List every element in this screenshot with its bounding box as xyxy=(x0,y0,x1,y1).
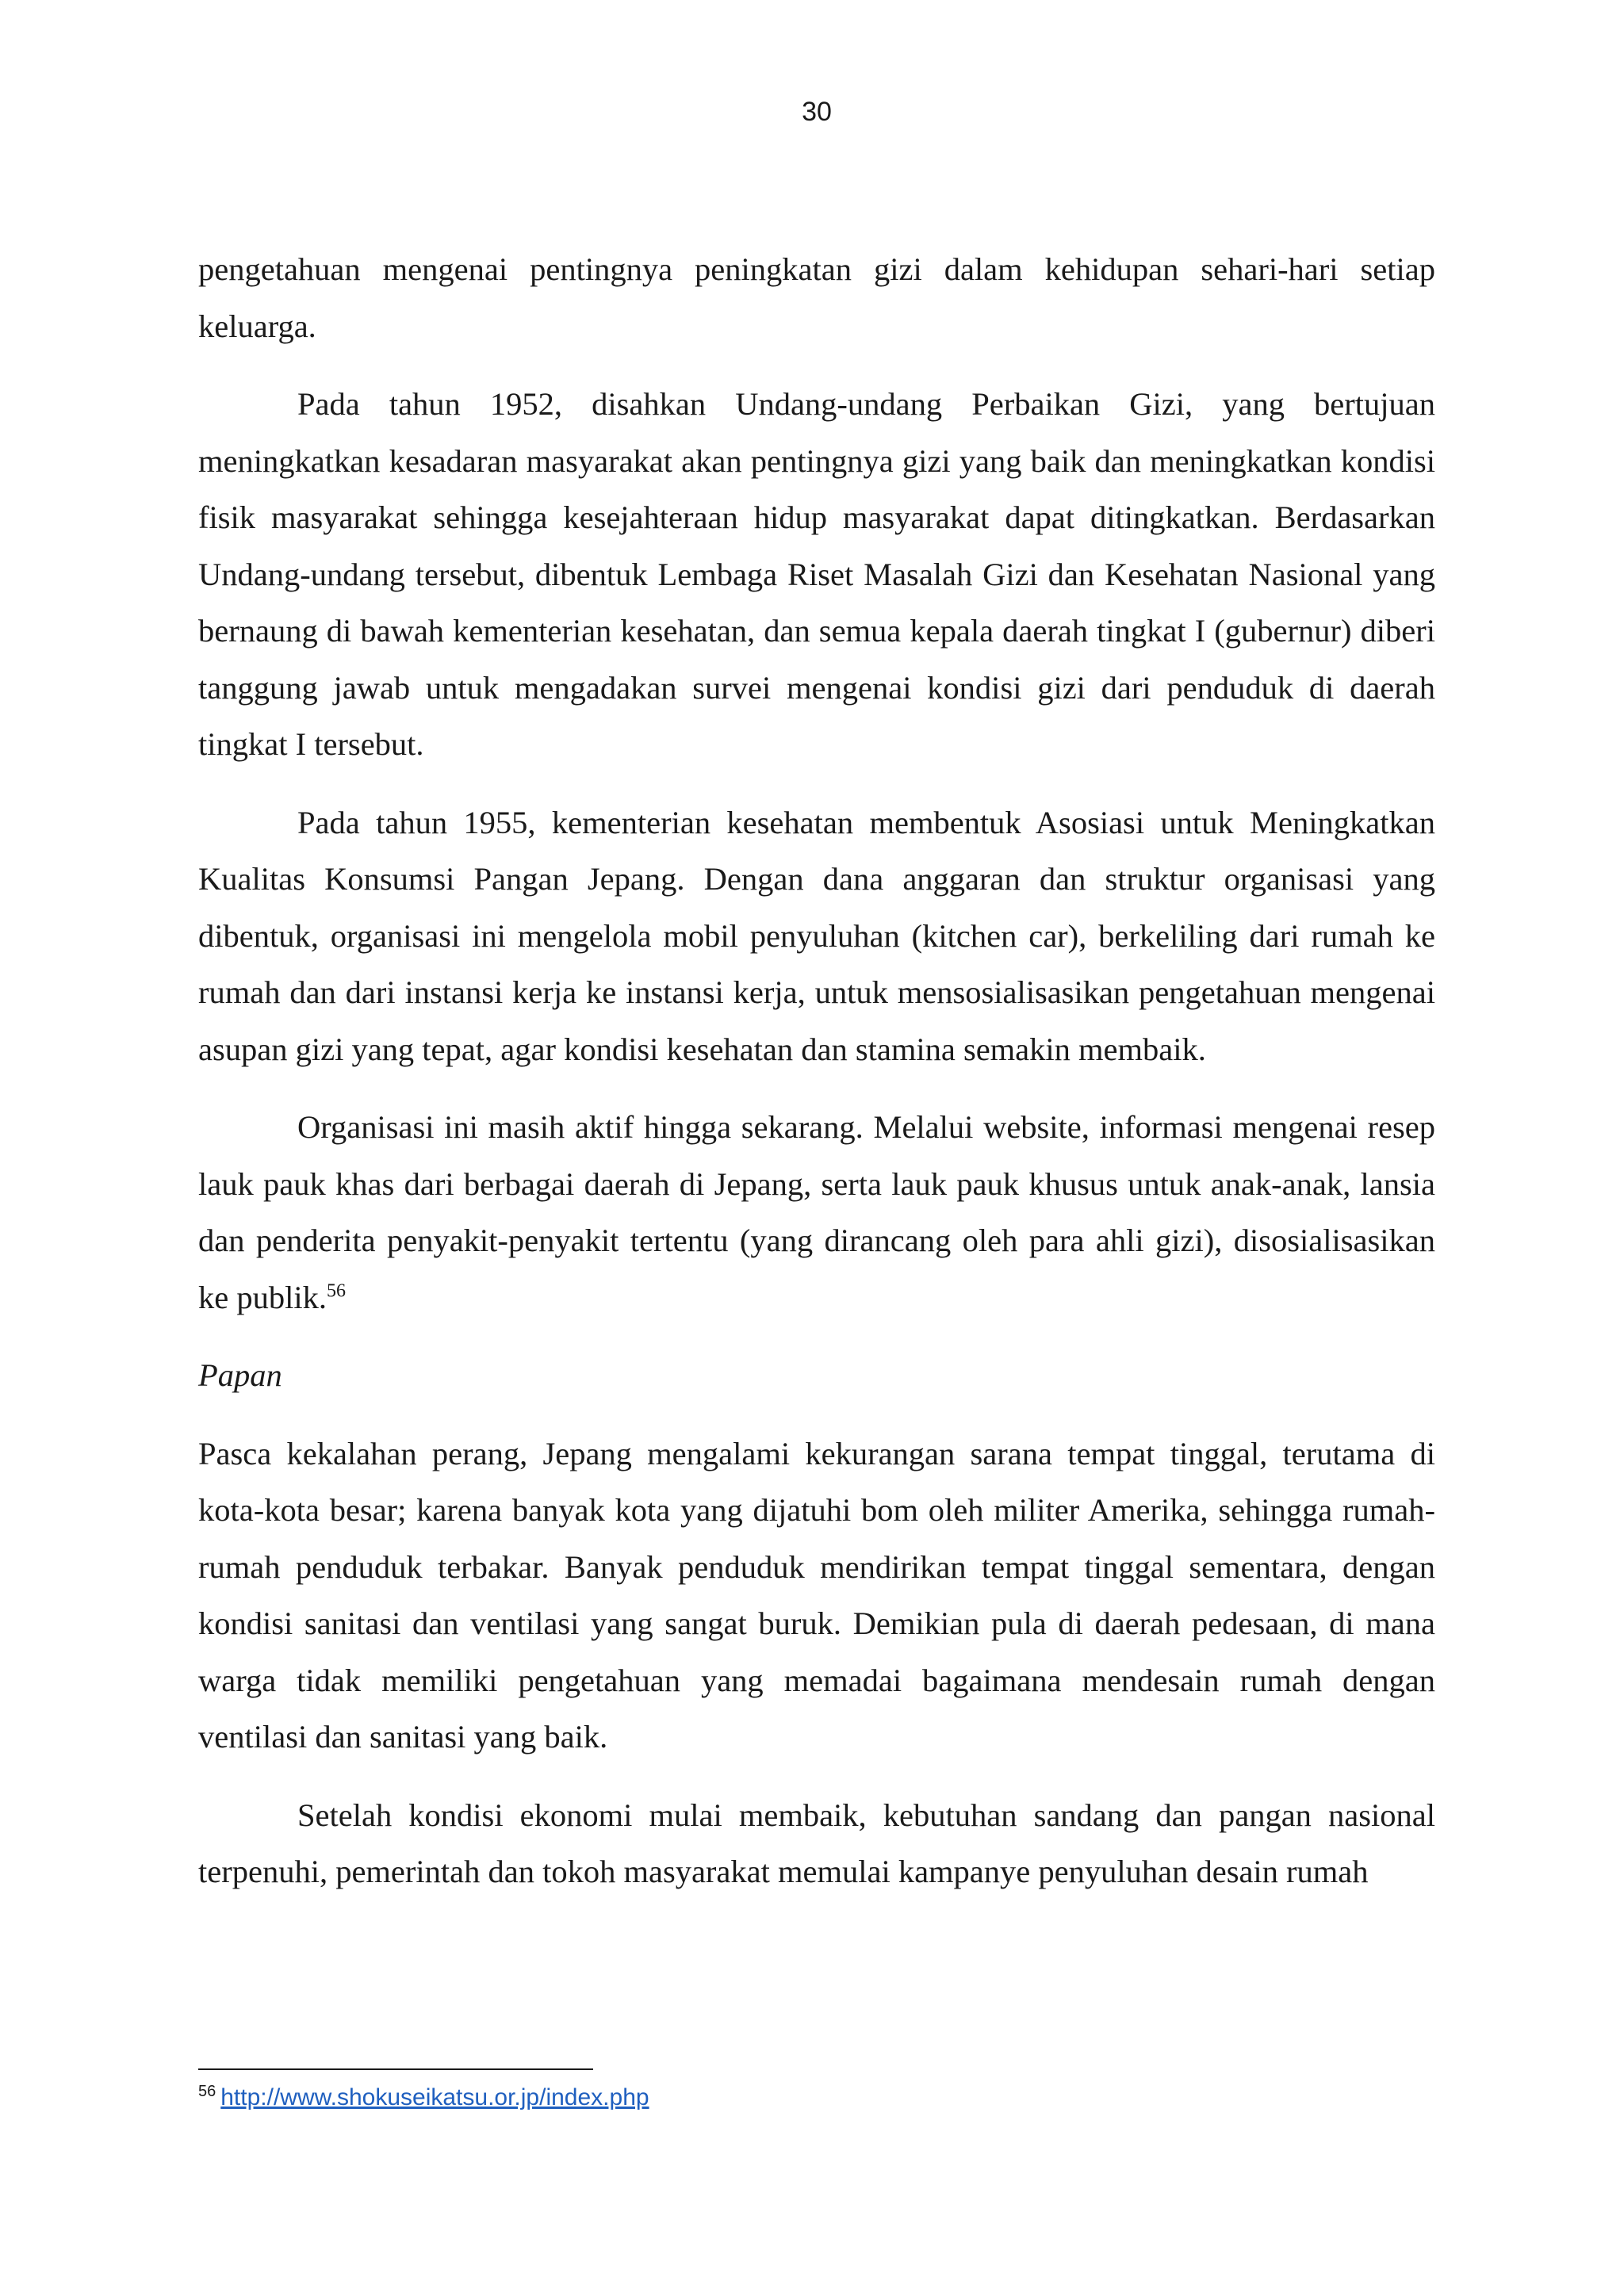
footnote-separator xyxy=(198,2068,593,2070)
paragraph-1: pengetahuan mengenai pentingnya peningkatan gizi dalam kehidupan sehari-hari setiap keluarga. xyxy=(198,251,1435,344)
paragraph-4 xyxy=(198,1099,1435,1326)
footnote-reference[interactable]: 56 xyxy=(326,1280,346,1301)
footnote-number: 56 xyxy=(198,2083,216,2100)
paragraph-2: Pada tahun 1952, disahkan Undang-undang Perbaikan Gizi, yang bertujuan meningkatkan kesadaran masyarakat akan pentingnya gizi yang baik dan meningkatkan kondisi fisik masyarakat sehingga kesejahteraan hidup masyarakat dapat ditingkatkan. Berdasarkan Undang-undang tersebut, dibentuk Lembaga Riset Masalah Gizi dan Kesehatan Nasional yang bernaung di bawah kementerian kesehatan, dan semua kepala daerah tingkat I (gubernur) diberi tanggung jawab untuk mengadakan survei mengenai kondisi gizi dari penduduk di daerah tingkat I tersebut. xyxy=(198,386,1435,762)
page-number: 30 xyxy=(802,97,832,127)
section-heading: Papan xyxy=(198,1357,282,1393)
paragraph-6: Setelah kondisi ekonomi mulai membaik, kebutuhan sandang dan pangan nasional terpenuhi, pemerintah dan tokoh masyarakat memulai kampanye penyuluhan desain rumah xyxy=(198,1797,1435,1889)
body-text xyxy=(198,241,1435,1922)
paragraph-3: Pada tahun 1955, kementerian kesehatan membentuk Asosiasi untuk Meningkatkan Kualitas Konsumsi Pangan Jepang. Dengan dana anggaran dan struktur organisasi yang dibentuk, organisasi ini mengelola mobil penyuluhan (kitchen car), berkeliling dari rumah ke rumah dan dari instansi kerja ke instansi kerja, untuk mensosialisasikan pengetahuan mengenai asupan gizi yang tepat, agar kondisi kesehatan dan stamina semakin membaik. xyxy=(198,804,1435,1067)
paragraph-5: Pasca kekalahan perang, Jepang mengalami kekurangan sarana tempat tinggal, terutama di kota-kota besar; karena banyak kota yang dijatuhi bom oleh militer Amerika, sehingga rumah-rumah penduduk terbakar. Banyak penduduk mendirikan tempat tinggal sementara, dengan kondisi sanitasi dan ventilasi yang sangat buruk. Demikian pula di daerah pedesaan, di mana warga tidak memiliki pengetahuan yang memadai bagaimana mendesain rumah dengan ventilasi dan sanitasi yang baik. xyxy=(198,1435,1435,1755)
paragraph-4-text: Organisasi ini masih aktif hingga sekarang. Melalui website, informasi mengenai resep lauk pauk khas dari berbagai daerah di Jepang, serta lauk pauk khusus untuk anak-anak, lansia dan penderita penyakit-penyakit tertentu (yang dirancang oleh para ahli gizi), disosialisasikan ke publik. xyxy=(198,1109,1435,1315)
footnote-link[interactable]: http://www.shokuseikatsu.or.jp/index.php xyxy=(220,2084,649,2110)
footnote xyxy=(198,2082,649,2114)
